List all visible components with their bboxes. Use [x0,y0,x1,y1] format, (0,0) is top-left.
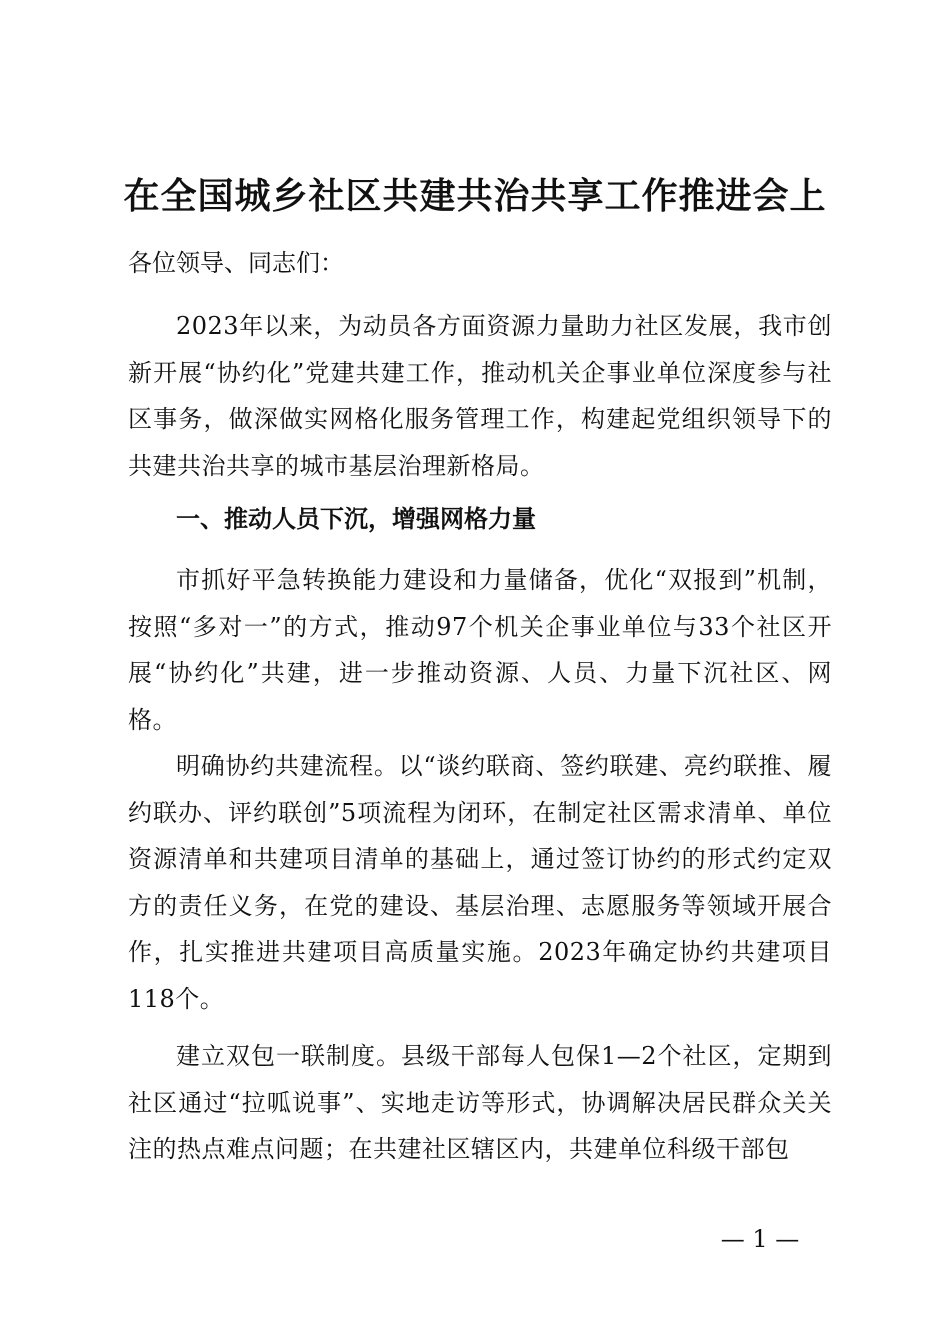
document-title: 在全国城乡社区共建共治共享工作推进会上 [123,175,827,217]
section-heading: 一、推动人员下沉，增强网格力量 [176,505,536,533]
paragraph-personnel: 市抓好平急转换能力建设和力量储备，优化“双报到”机制，按照“多对一”的方式，推动97个机关企事业单位与33个社区开展“协约化”共建，进一步推动资源、人员、力量下沉社区、网格。 [128,566,832,734]
page-number: — 1 — [720,1225,800,1253]
salutation: 各位领导、同志们： [128,249,344,277]
paragraph-process: 明确协约共建流程。以“谈约联商、签约联建、亮约联推、履约联办、评约联创”5项流程为闭环，在制定社区需求清单、单位资源清单和共建项目清单的基础上，通过签订协约的形式约定双方的责任义务，在党的建设、基层治理、志愿服务等领域开展合作，扎实推进共建项目高质量实施。2023年确定协约共建项目118个。 [128,752,832,1013]
paragraph-system: 建立双包一联制度。县级干部每人包保1—2个社区，定期到社区通过“拉呱说事”、实地走访等形式，协调解决居民群众关关注的热点难点问题；在共建社区辖区内，共建单位科级干部包 [128,1042,832,1163]
paragraph-intro: 2023年以来，为动员各方面资源力量助力社区发展，我市创新开展“协约化”党建共建工作，推动机关企事业单位深度参与社区事务，做深做实网格化服务管理工作，构建起党组织领导下的共建共治共享的城市基层治理新格局。 [128,312,832,480]
